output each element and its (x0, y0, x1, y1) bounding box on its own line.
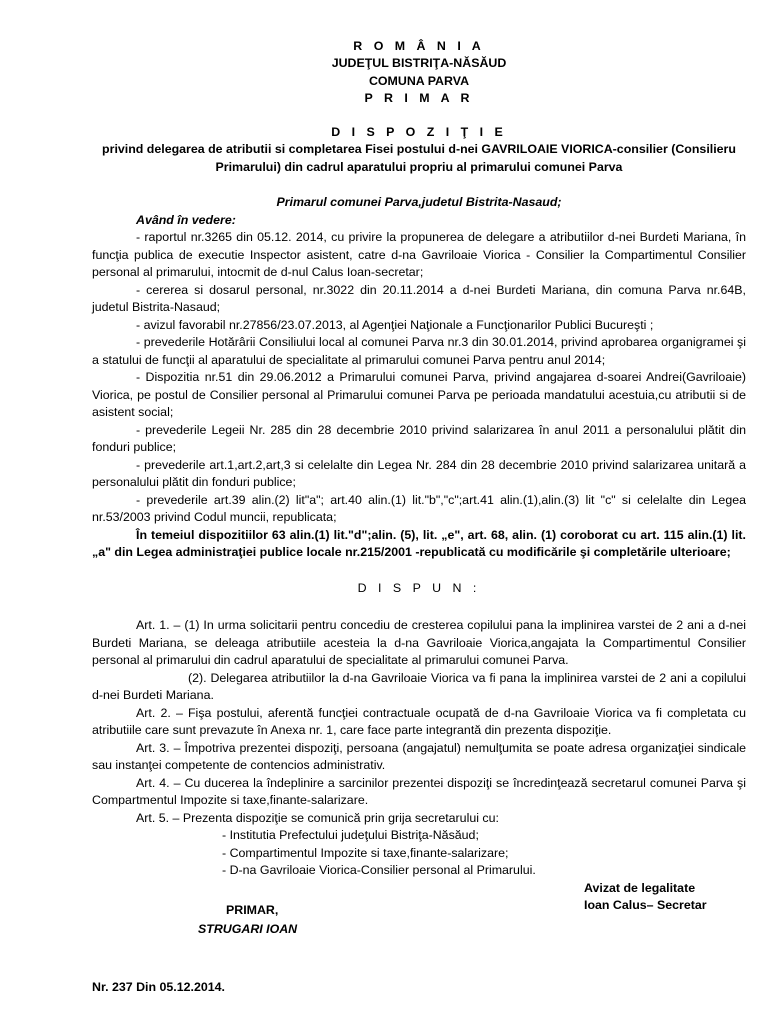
recipient-item: - D-na Gavriloaie Viorica-Consilier personal al Primarului. (222, 863, 536, 878)
consideration-item: - prevederile Hotărârii Consiliului local al comunei Parva nr.3 din 30.01.2014, privind aprobarea organigramei şi a statului de funcţii al aparatului de specialitate al primarului comunei Parva pentru anul 2014; (92, 335, 746, 367)
consideration-item: - prevederile Legeii Nr. 285 din 28 decembrie 2010 privind salarizarea în anul 2011 a personalului plătit din fonduri publice; (92, 422, 746, 455)
recipients-list (222, 827, 746, 880)
legal-basis: În temeiul dispozitiilor 63 alin.(1) lit."d";alin. (5), lit. „e", art. 68, alin. (1) coroborat cu art. 115 alin.(1) lit. „a" din Legea administraţiei publice locale nr.215/2001 -republicată cu modificările şi completările ulterioare; (92, 527, 746, 560)
legality-signatory: Ioan Calus– Secretar (584, 897, 707, 912)
consideration-item: - avizul favorabil nr.27856/23.07.2013, al Agenţiei Naţionale a Funcţionarilor Publici Bucureşti ; (136, 317, 654, 332)
recipient-item: - Compartimentul Impozite si taxe,finante-salarizare; (222, 845, 509, 860)
dispun-heading: D I S P U N : (357, 580, 481, 595)
county-name: JUDEŢUL BISTRIŢA-NĂSĂUD (331, 56, 507, 71)
disposition-heading: D I S P O Z I Ţ I E (331, 124, 507, 139)
commune-name: COMUNA PARVA (368, 73, 470, 88)
considering-heading: Având în vedere: (136, 212, 236, 227)
legality-title: Avizat de legalitate (584, 880, 696, 895)
consideration-item: - prevederile art.1,art.2,art,3 si celelalte din Legea Nr. 284 din 28 decembrie 2010 privind salarizarea unitară a personalului plătit din fonduri publice; (92, 457, 746, 490)
country-name: R O M Â N I A (353, 39, 485, 53)
consideration-item: - raportul nr.3265 din 05.12. 2014, cu privire la propunerea de delegare a atributiilor d-nei Burdeti Mariana, în funcţia publica de executie Inspector asistent, catre d-na Gavriloaie Viorica - Consilier la Compartimentul Consilier personal al primarului, intocmit de d-nul Calus Ioan-secretar; (92, 230, 746, 280)
subject-line-2: Primarului) din cadrul aparatului propriu al primarului comunei Parva (215, 159, 623, 174)
consideration-item: - cererea si dosarul personal, nr.3022 din 20.11.2014 a d-nei Burdeti Mariana, din comuna Parva nr.64B, judetul Bistrita-Nasaud; (92, 282, 746, 315)
article-4: Art. 4. – Cu ducerea la îndeplinire a sarcinilor prezentei dispoziţi se încredinţează secretarul comunei Parva şi Compartmentul Impozite si taxe,finante-salarizare. (92, 775, 746, 808)
article-1-paragraph-2: (2). Delegarea atributiilor la d-na Gavriloaie Viorica va fi pana la implinirea varstei de 2 ani a copilului d-nei Burdeti Mariana. (92, 670, 746, 703)
consideration-item: - prevederile art.39 alin.(2) lit"a"; art.40 alin.(1) lit."b","c";art.41 alin.(1),alin.(3) lit "c" si celelalte din Legea nr.53/2003 privind Codul muncii, republicata; (92, 492, 746, 525)
document-page (92, 38, 746, 940)
document-number: Nr. 237 Din 05.12.2014. (92, 980, 225, 994)
subject-line-1: privind delegarea de atributii si completarea Fisei postului d-nei GAVRILOAIE VIORICA-consilier (Consilieru (102, 142, 736, 157)
mayor-title: PRIMAR, (226, 902, 279, 917)
article-2: Art. 2. – Fişa postului, aferentă funcţiei contractuale ocupată de d-na Gavriloaie Viorica va fi completata cu atributiile care sunt prevazute în Anexa nr. 1, care face parte integrantă din prezenta dispoziţie. (92, 705, 746, 738)
document-title (92, 124, 746, 177)
document-header (92, 38, 746, 108)
issuing-authority: Primarul comunei Parva,judetul Bistrita-Nasaud; (276, 195, 562, 210)
article-3: Art. 3. – Împotriva prezentei dispoziţi, persoana (angajatul) nemulţumita se poate adresa organizaţiei sindicale sau instanţei competente de contencios administrativ. (92, 740, 746, 773)
recipient-item: - Institutia Prefectului judeţului Bistriţa-Năsăud; (222, 828, 479, 843)
article-5: Art. 5. – Prezenta dispoziţie se comunică prin grija secretarului cu: (136, 810, 499, 825)
consideration-item: - Dispozitia nr.51 din 29.06.2012 a Primarului comunei Parva, privind angajarea d-soarei Andrei(Gavriloaie) Viorica, pe postul de Consilier personal al Primarului comunei Parva pe perioada mandatului acestuia,cu atributii si de asistent social; (92, 370, 746, 420)
considerations-list (92, 229, 746, 562)
office-name: P R I M A R (364, 91, 474, 106)
mayor-signature (198, 901, 298, 939)
mayor-name: STRUGARI IOAN (198, 921, 298, 936)
signature-area (92, 880, 746, 940)
legality-endorsement (584, 880, 707, 914)
articles-section (92, 617, 746, 880)
article-1-paragraph-1: Art. 1. – (1) In urma solicitarii pentru concediu de cresterea copilului pana la implinirea varstei de 2 ani a d-nei Burdeti Mariana, se deleaga atributiile acesteia la d-na Gavriloaie Viorica,angajata la Compartimentul Consilier personal al primarului din cadrul aparatului de specialitate al primarului comunei Parva. (92, 618, 746, 668)
